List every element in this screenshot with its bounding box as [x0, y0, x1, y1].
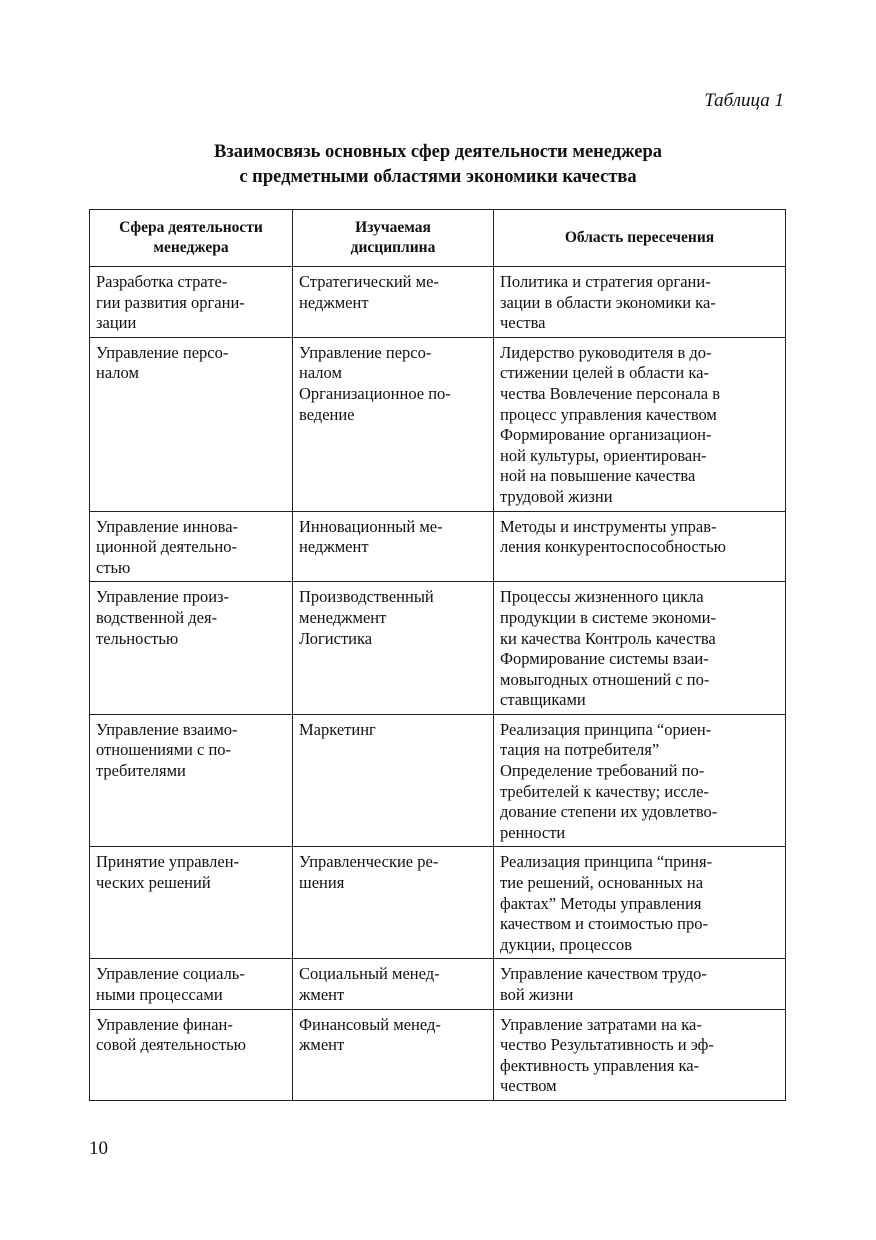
table-cell-line: Финансовый менед-	[299, 1014, 441, 1034]
table-cell-line: Управление персо-	[96, 342, 229, 362]
table-cell-line: чество Результативность и эф-	[500, 1035, 714, 1055]
table-cell	[293, 511, 494, 582]
table-cell-line: чества Вовлечение персонала в	[500, 383, 721, 403]
table-cell-line: Реализация принципа “ориен-	[500, 719, 712, 739]
table-cell-line: Разработка страте-	[96, 272, 228, 291]
table-cell	[494, 511, 786, 582]
column-header-line: Сфера деятельности	[119, 219, 263, 236]
table-cell-line: Управление произ-	[96, 587, 230, 607]
table-cell-line: Реализация принципа “приня-	[500, 852, 713, 872]
table-cell	[90, 714, 293, 847]
table-row	[90, 511, 786, 582]
table-cell-line: трудовой жизни	[500, 486, 613, 506]
table-cell-line: ной культуры, ориентирован-	[500, 445, 707, 465]
table-cell-line: ставщиками	[500, 690, 586, 710]
table-cell	[293, 1009, 494, 1100]
table-cell-line: Логистика	[299, 628, 373, 648]
table-cell-line: зации	[96, 313, 137, 333]
table-cell	[90, 847, 293, 959]
table-cell	[293, 847, 494, 959]
table-cell-line: Управление иннова-	[96, 516, 239, 536]
table-cell	[494, 714, 786, 847]
table-cell	[90, 959, 293, 1009]
table-cell	[494, 1009, 786, 1100]
table-cell	[90, 1009, 293, 1100]
table-cell-line: Принятие управлен-	[96, 852, 240, 872]
table-cell-line: Управление социаль-	[96, 964, 245, 984]
table-cell	[90, 511, 293, 582]
table-cell-line: дукции, процессов	[500, 934, 632, 954]
table-cell-line: продукции в системе экономи-	[500, 607, 716, 627]
column-header-line: Область пересечения	[564, 229, 715, 246]
table-row	[90, 337, 786, 511]
table-label: Таблица 1	[704, 90, 784, 111]
table-row	[90, 582, 786, 715]
table-cell-line: Лидерство руководителя в до-	[500, 342, 712, 362]
table-cell	[494, 847, 786, 959]
table-body	[90, 267, 786, 1101]
table-cell-line: налом	[96, 363, 139, 383]
table-cell-line: совой деятельностью	[96, 1035, 246, 1055]
table-cell	[293, 267, 494, 338]
table-cell-line: чества	[500, 313, 546, 333]
table-cell-line: неджмент	[299, 537, 369, 557]
table-cell-line: неджмент	[299, 292, 369, 312]
table-cell-line: ления конкурентоспособностью	[500, 537, 726, 557]
column-header-1	[90, 210, 293, 267]
table-cell-line: Формирование организацион-	[500, 425, 712, 445]
table-cell-line: отношениями с по-	[96, 740, 232, 760]
table-cell-line: тие решений, основанных на	[500, 873, 704, 893]
table-cell	[293, 714, 494, 847]
table-title-line-2: с предметными областями экономики качества	[239, 167, 637, 187]
table-cell-line: ки качества Контроль качества	[500, 628, 716, 648]
table-cell-line: Инновационный ме-	[299, 516, 443, 536]
table-cell-line: стижении целей в области ка-	[500, 363, 709, 383]
table-cell	[293, 959, 494, 1009]
table-cell-line: менеджмент	[299, 607, 387, 627]
table-cell-line: фактах” Методы управления	[500, 893, 702, 913]
table-cell-line: жмент	[299, 985, 345, 1004]
table-cell	[293, 582, 494, 715]
table-cell-line: мовыгодных отношений с по-	[500, 669, 710, 689]
table-cell-line: фективность управления ка-	[500, 1055, 700, 1075]
table-cell-line: Управление качеством трудо-	[500, 964, 707, 984]
table-cell-line: Управление финан-	[96, 1014, 233, 1034]
table-cell-line: вой жизни	[500, 985, 574, 1004]
table-cell-line: Маркетинг	[299, 719, 376, 739]
table-cell	[293, 337, 494, 511]
table-cell-line: налом	[299, 363, 342, 383]
table-title-line-1: Взаимосвязь основных сфер деятельности менеджера	[213, 142, 663, 162]
table-cell-line: тация на потребителя”	[500, 740, 660, 760]
table-cell-line: Процессы жизненного цикла	[500, 587, 704, 607]
column-header-line: Изучаемая	[355, 219, 431, 236]
table-cell-line: Формирование системы взаи-	[500, 649, 709, 669]
table-cell-line: водственной дея-	[96, 607, 218, 627]
table-cell-line: Управление персо-	[299, 342, 432, 362]
table-cell	[90, 582, 293, 715]
table-cell-line: чеством	[500, 1076, 557, 1096]
table-cell	[494, 267, 786, 338]
correlation-table	[89, 209, 786, 1101]
table-cell-line: Методы и инструменты управ-	[500, 516, 717, 536]
table-header-row	[90, 210, 786, 267]
table-cell-line: жмент	[299, 1035, 345, 1055]
table-cell-line: зации в области экономики ка-	[500, 292, 716, 312]
table-cell-line: Управленческие ре-	[299, 852, 439, 872]
table-cell-line: ренности	[500, 822, 566, 842]
table-cell	[494, 337, 786, 511]
table-cell-line: гии развития органи-	[96, 292, 245, 312]
table-cell-line: дование степени их удовлетво-	[500, 802, 718, 822]
table-cell-line: ведение	[299, 404, 355, 424]
table-cell-line: качеством и стоимостью про-	[500, 914, 708, 934]
table-cell-line: ной на повышение качества	[500, 466, 696, 486]
column-header-2	[293, 210, 494, 267]
table-cell-line: Управление затратами на ка-	[500, 1014, 702, 1034]
table-row	[90, 714, 786, 847]
table-row	[90, 847, 786, 959]
table-row	[90, 267, 786, 338]
table-cell	[90, 267, 293, 338]
table-cell-line: требителями	[96, 761, 186, 781]
table-cell-line: ческих решений	[96, 873, 211, 893]
table-title	[0, 140, 876, 190]
table-cell-line: Управление взаимо-	[96, 719, 238, 739]
table-cell-line: Производственный	[299, 587, 434, 607]
table-cell-line: Определение требований по-	[500, 761, 705, 781]
table-cell-line: ционной деятельно-	[96, 537, 237, 557]
table-cell-line: ными процессами	[96, 985, 223, 1004]
table-cell-line: Организационное по-	[299, 383, 451, 403]
table-cell-line: шения	[299, 873, 345, 893]
column-header-line: дисциплина	[350, 239, 436, 256]
column-header-3	[494, 210, 786, 267]
column-header-line: менеджера	[153, 239, 229, 256]
page-number: 10	[89, 1138, 108, 1159]
table-cell-line: процесс управления качеством	[500, 404, 717, 424]
table-cell	[494, 582, 786, 715]
table-row	[90, 959, 786, 1009]
table-cell-line: требителей к качеству; иссле-	[500, 781, 709, 801]
table-cell-line: Социальный менед-	[299, 964, 440, 984]
table-row	[90, 1009, 786, 1100]
table-cell-line: тельностью	[96, 628, 179, 648]
table-cell-line: Политика и стратегия органи-	[500, 272, 711, 291]
table-cell-line: стью	[96, 557, 131, 577]
table-cell	[494, 959, 786, 1009]
table-cell-line: Стратегический ме-	[299, 272, 439, 291]
table-cell	[90, 337, 293, 511]
